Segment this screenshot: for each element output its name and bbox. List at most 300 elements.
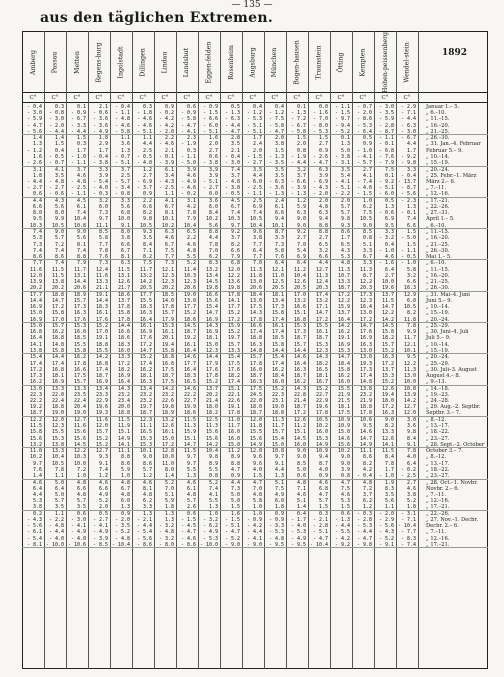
table-cell: 16.2	[139, 366, 152, 373]
table-cell: - 6.2	[202, 523, 218, 530]
table-cell: - 0.7	[48, 160, 64, 167]
table-cell: - 8.0	[158, 541, 174, 548]
table-cell: 15.4	[271, 354, 284, 361]
table-cell: 14.9	[315, 441, 328, 448]
table-cell: - 4.8	[48, 178, 64, 185]
table-cell: 18.4	[337, 360, 350, 367]
table-cell: 16.1	[161, 429, 174, 436]
table-cell: 10.4	[73, 216, 86, 223]
table-cell: 12.3	[161, 279, 174, 286]
table-cell: 0.3	[186, 147, 196, 154]
table-cell: 7.3	[164, 260, 174, 267]
table-cell: 18.1	[337, 404, 350, 411]
table-cell: 14.5	[73, 441, 86, 448]
table-cell: 15.7	[271, 429, 284, 436]
table-cell: - 1.5	[202, 110, 218, 117]
table-cell: 7.3	[98, 210, 108, 217]
table-cell: - 3.2	[378, 235, 394, 242]
table-cell: 0.6	[76, 510, 86, 517]
table-cell: 4.8	[120, 491, 130, 498]
table-cell: 11.3	[183, 423, 196, 430]
table-cell: - 5.1	[114, 160, 130, 167]
table-cell: - 5.1	[246, 128, 262, 135]
table-cell: 8.5	[296, 460, 306, 467]
table-cell: 17.8	[117, 304, 130, 311]
date-range-label: „ 6.–10.	[426, 222, 447, 229]
table-cell: 1.8	[274, 504, 284, 511]
date-range-label: „ 6.–10.	[426, 110, 447, 117]
table-cell: - 8.1	[26, 541, 42, 548]
table-cell: 11.1	[95, 222, 108, 229]
table-cell: 18.7	[249, 372, 262, 379]
table-cell: 3.0	[406, 416, 416, 423]
table-cell: 8.6	[120, 460, 130, 467]
table-row	[22, 191, 488, 197]
table-cell: 8.5	[362, 229, 372, 236]
column-header	[176, 34, 198, 90]
table-cell: 18.1	[315, 372, 328, 379]
date-range-label: „ 23.–27.	[426, 473, 450, 480]
table-cell: 17.5	[161, 379, 174, 386]
table-cell: 8.5	[98, 229, 108, 236]
table-cell: 5.7	[340, 210, 350, 217]
table-cell: 22.3	[271, 391, 284, 398]
table-cell: 11.6	[95, 416, 108, 423]
table-cell: 6.8	[120, 210, 130, 217]
table-cell: 2.0	[252, 147, 262, 154]
table-cell: 18.5	[271, 335, 284, 342]
table-cell: - 4.8	[224, 178, 240, 185]
table-cell: - 1.3	[290, 110, 306, 117]
table-cell: 18.7	[293, 335, 306, 342]
date-range-label: „ 27.–31.	[426, 210, 450, 217]
table-cell: 9.0	[362, 222, 372, 229]
table-cell: 6.7	[164, 241, 174, 248]
column-header	[374, 31, 396, 93]
table-cell: 5.0	[296, 466, 306, 473]
table-cell: 16.4	[29, 335, 42, 342]
table-cell: - 5.6	[26, 128, 42, 135]
table-cell: 9.2	[230, 229, 240, 236]
table-cell: 24.5	[249, 391, 262, 398]
table-cell: 10.8	[403, 385, 416, 392]
table-cell: 7.8	[384, 460, 394, 467]
table-cell: 8.6	[362, 454, 372, 461]
table-cell: 13.9	[403, 391, 416, 398]
table-cell: - 0.9	[268, 517, 284, 524]
table-cell: 8.4	[208, 210, 218, 217]
date-range-label: „ 12.–16.	[426, 191, 450, 198]
date-range-label: „ 28. Oct.–1. Novbr.	[426, 479, 478, 486]
table-cell: - 0.4	[26, 104, 42, 110]
table-cell: 17.8	[227, 410, 240, 417]
table-cell: - 4.4	[48, 128, 64, 135]
table-cell: 4.0	[318, 466, 328, 473]
table-cell: 6.4	[296, 260, 306, 267]
table-cell: 2.1	[230, 147, 240, 154]
unit-label: C°	[359, 95, 367, 101]
table-cell: - 0.9	[180, 110, 196, 117]
table-cell: 14.2	[139, 279, 152, 286]
table-cell: 10.0	[381, 279, 394, 286]
table-cell: 16.8	[95, 360, 108, 367]
table-cell: 9.8	[208, 454, 218, 461]
date-range-label: „ 16.–20.	[426, 272, 450, 279]
date-range-label: „ 17.–21.	[426, 541, 450, 548]
table-cell: 11.5	[381, 297, 394, 304]
table-cell: 0.0	[208, 191, 218, 198]
table-cell: 10.3	[29, 222, 42, 229]
table-cell: 12.2	[403, 360, 416, 367]
table-cell: 5.7	[186, 498, 196, 505]
table-cell: 15.3	[73, 323, 86, 330]
table-cell: 9.1	[406, 441, 416, 448]
table-cell: 14.4	[51, 354, 64, 361]
table-cell: 22.2	[29, 398, 42, 405]
table-cell: - 3.0	[70, 517, 86, 524]
table-cell: 19.1	[95, 291, 108, 298]
table-cell: - 2.7	[26, 185, 42, 192]
table-cell: 14.1	[381, 441, 394, 448]
table-cell: - 1.1	[70, 191, 86, 198]
table-cell: 18.2	[381, 335, 394, 342]
table-cell: 4.9	[274, 491, 284, 498]
table-cell: - 6.8	[378, 147, 394, 154]
table-cell: 13.7	[381, 366, 394, 373]
table-cell: 7.2	[76, 466, 86, 473]
table-cell: 20.5	[293, 285, 306, 292]
table-cell: 20.1	[161, 335, 174, 342]
table-cell: - 4.9	[180, 178, 196, 185]
table-cell: 20.5	[139, 285, 152, 292]
table-cell: 1.7	[340, 235, 350, 242]
row-group	[22, 229, 488, 260]
table-cell: 9.0	[296, 454, 306, 461]
table-cell: 11.4	[183, 266, 196, 273]
column-header	[220, 34, 242, 90]
table-cell: - 4.1	[334, 178, 350, 185]
table-cell: 12.3	[161, 272, 174, 279]
table-cell: 15.1	[293, 429, 306, 436]
row-group	[22, 386, 488, 417]
table-cell: - 7.1	[400, 110, 416, 117]
table-cell: 5.6	[120, 204, 130, 211]
table-cell: 15.8	[271, 341, 284, 348]
table-cell: - 2.0	[312, 191, 328, 198]
table-cell: 22.7	[315, 391, 328, 398]
table-cell: - 0.3	[356, 510, 372, 517]
table-cell: 16.7	[315, 379, 328, 386]
table-cell: - 8.7	[400, 185, 416, 192]
table-cell: 3.3	[362, 247, 372, 254]
table-cell: 7.6	[32, 466, 42, 473]
table-cell: 1.2	[296, 197, 306, 204]
table-cell: 16.6	[73, 366, 86, 373]
table-cell: 16.4	[183, 366, 196, 373]
table-cell: 2.5	[120, 172, 130, 179]
table-cell: 6.4	[274, 260, 284, 267]
table-cell: - 5.1	[202, 128, 218, 135]
table-cell: 3.9	[98, 172, 108, 179]
table-cell: 4.8	[296, 479, 306, 486]
table-cell: 19.2	[29, 404, 42, 411]
table-cell: 16.1	[161, 329, 174, 336]
table-cell: 14.6	[183, 354, 196, 361]
table-cell: 12.2	[337, 297, 350, 304]
table-cell: - 5.9	[26, 116, 42, 123]
table-cell: 4.4	[318, 260, 328, 267]
table-cell: - 5.8	[290, 128, 306, 135]
table-cell: 1.5	[274, 147, 284, 154]
table-cell: 16.0	[227, 435, 240, 442]
table-cell: 5.2	[208, 479, 218, 486]
table-cell: - 1.6	[378, 260, 394, 267]
table-cell: 1.0	[208, 510, 218, 517]
table-cell: 12.4	[315, 279, 328, 286]
table-cell: - 3.0	[378, 104, 394, 110]
table-cell: 22.1	[227, 391, 240, 398]
table-cell: 1.8	[32, 172, 42, 179]
table-cell: - 4.7	[312, 160, 328, 167]
table-cell: - 8.0	[312, 122, 328, 129]
table-cell: 2.4	[252, 141, 262, 148]
table-cell: 0.6	[186, 510, 196, 517]
table-cell: 10.9	[337, 416, 350, 423]
row-group	[22, 354, 488, 385]
table-cell: 20.2	[161, 285, 174, 292]
date-range-label: „ 11.–15.	[426, 116, 450, 123]
table-cell: - 4.6	[136, 116, 152, 123]
table-cell: 16.9	[359, 335, 372, 342]
table-cell: - 1.0	[378, 247, 394, 254]
table-cell: - 0.4	[400, 172, 416, 179]
table-cell: 3.3	[274, 235, 284, 242]
table-cell: - 1.0	[378, 473, 394, 480]
table-cell: - 6.6	[202, 116, 218, 123]
table-cell: 3.8	[120, 235, 130, 242]
table-cell: 14.2	[95, 354, 108, 361]
table-cell: 17.6	[73, 316, 86, 323]
table-cell: - 6.1	[26, 529, 42, 536]
table-cell: - 7.4	[400, 541, 416, 548]
date-range-label: Juni 5.– 9.	[426, 297, 453, 304]
table-cell: 4.6	[318, 479, 328, 486]
date-range-label: „ 11.–15.	[426, 266, 450, 273]
table-cell: 5.1	[274, 479, 284, 486]
table-cell: 13.0	[249, 297, 262, 304]
table-cell: - 7.7	[400, 529, 416, 536]
table-cell: 1.5	[406, 241, 416, 248]
table-cell: 12.6	[161, 423, 174, 430]
table-cell: - 5.2	[224, 535, 240, 542]
table-cell: 5.6	[208, 222, 218, 229]
table-cell: 14.2	[403, 398, 416, 405]
table-cell: 17.7	[183, 360, 196, 367]
table-cell: 7.8	[54, 466, 64, 473]
column-header-label: Regens-burg	[95, 41, 103, 83]
table-cell: - 3.2	[202, 517, 218, 524]
table-cell: 15.1	[183, 435, 196, 442]
table-row	[22, 410, 488, 416]
table-cell: 13.1	[73, 272, 86, 279]
table-cell: 15.2	[227, 310, 240, 317]
column-header	[44, 34, 66, 90]
table-cell: 8.8	[318, 229, 328, 236]
table-cell: 16.1	[183, 341, 196, 348]
table-cell: - 4.4	[356, 529, 372, 536]
table-cell: - 5.1	[246, 122, 262, 129]
table-cell: 15.7	[95, 429, 108, 436]
table-cell: 9.0	[296, 222, 306, 229]
date-range-label: „ 13.–17.	[426, 460, 450, 467]
table-cell: 22.7	[183, 398, 196, 405]
table-cell: 17.2	[359, 316, 372, 323]
table-cell: 18.4	[271, 372, 284, 379]
column-header	[264, 34, 286, 90]
table-cell: 9.0	[340, 460, 350, 467]
table-cell: - 3.3	[268, 523, 284, 530]
table-cell: 17.5	[249, 385, 262, 392]
date-range-label: „ 21.–25.	[426, 128, 450, 135]
table-cell: 0.1	[76, 104, 86, 110]
table-cell: 18.3	[117, 341, 130, 348]
column-header-label: Lindau	[161, 51, 169, 73]
table-cell: 10.9	[337, 423, 350, 430]
table-cell: - 2.5	[400, 473, 416, 480]
table-cell: 0.9	[318, 473, 328, 480]
table-cell: 3.1	[32, 166, 42, 173]
table-cell: - 2.5	[70, 185, 86, 192]
table-cell: 16.0	[227, 429, 240, 436]
table-cell: - 3.5	[378, 110, 394, 117]
table-cell: - 5.4	[92, 178, 108, 185]
table-cell: 1.5	[230, 504, 240, 511]
table-cell: 14.7	[183, 441, 196, 448]
unit-label: C°	[381, 95, 389, 101]
table-cell: 15.5	[73, 341, 86, 348]
table-cell: - 4.4	[290, 160, 306, 167]
table-cell: 2.1	[164, 147, 174, 154]
table-cell: 15.7	[249, 354, 262, 361]
table-cell: 9.8	[142, 216, 152, 223]
table-cell: - 2.9	[378, 517, 394, 524]
table-cell: 1.2	[142, 166, 152, 173]
table-cell: 3.5	[252, 166, 262, 173]
table-cell: 4.1	[54, 166, 64, 173]
date-range-label: „ 25. Febr.–1. März	[426, 172, 477, 179]
table-cell: 11.6	[73, 423, 86, 430]
table-cell: 5.7	[340, 204, 350, 211]
table-cell: 12.5	[271, 279, 284, 286]
table-cell: - 3.8	[334, 153, 350, 160]
page-number: — 135 —	[231, 0, 273, 10]
table-cell: 14.4	[73, 279, 86, 286]
table-cell: 17.8	[161, 304, 174, 311]
table-cell: - 5.3	[312, 128, 328, 135]
table-cell: 2.5	[142, 147, 152, 154]
table-cell: 7.8	[98, 247, 108, 254]
table-cell: 16.3	[139, 310, 152, 317]
table-cell: - 4.1	[70, 523, 86, 530]
table-cell: - 2.6	[26, 160, 42, 167]
table-cell: 18.6	[183, 410, 196, 417]
table-cell: - 8.6	[136, 541, 152, 548]
date-range-label: „ 25.–29.	[426, 323, 450, 330]
table-cell: 1.3	[274, 473, 284, 480]
table-cell: 15.5	[337, 385, 350, 392]
table-cell: 0.3	[76, 141, 86, 148]
table-cell: - 1.1	[180, 153, 196, 160]
table-cell: - 4.9	[70, 529, 86, 536]
table-cell: 22.0	[249, 398, 262, 405]
table-cell: 0.4	[252, 104, 262, 110]
table-cell: 18.7	[95, 372, 108, 379]
table-row	[22, 223, 488, 229]
table-cell: 17.2	[381, 404, 394, 411]
table-cell: 8.2	[142, 253, 152, 260]
table-cell: 1.1	[384, 504, 394, 511]
table-cell: - 6.7	[70, 116, 86, 123]
table-cell: 6.3	[318, 166, 328, 173]
table-cell: 9.1	[120, 222, 130, 229]
table-cell: 8.2	[406, 310, 416, 317]
table-cell: 9.5	[32, 216, 42, 223]
table-cell: - 4.8	[114, 116, 130, 123]
table-cell: 16.3	[359, 341, 372, 348]
table-cell: 11.5	[117, 416, 130, 423]
table-cell: 13.3	[73, 385, 86, 392]
table-cell: 0.9	[230, 473, 240, 480]
table-cell: - 4.6	[180, 535, 196, 542]
table-cell: 4.7	[252, 479, 262, 486]
table-cell: 15.0	[337, 429, 350, 436]
table-cell: 4.0	[406, 454, 416, 461]
table-cell: - 5.3	[290, 529, 306, 536]
date-range-label: „ 17.–21.	[426, 197, 450, 204]
table-cell: 15.7	[73, 297, 86, 304]
table-cell: - 8.5	[92, 541, 108, 548]
table-cell: 18.2	[205, 410, 218, 417]
table-cell: 13.0	[403, 372, 416, 379]
date-range-label: „ 23.–27.	[426, 435, 450, 442]
table-cell: - 4.6	[180, 185, 196, 192]
table-cell: - 1.5	[334, 110, 350, 117]
table-cell: 17.4	[227, 379, 240, 386]
table-cell: 16.8	[293, 316, 306, 323]
table-cell: 12.1	[161, 266, 174, 273]
table-cell: 4.3	[54, 197, 64, 204]
table-cell: - 2.3	[400, 197, 416, 204]
table-cell: 7.3	[32, 241, 42, 248]
table-cell: - 5.7	[114, 178, 130, 185]
table-cell: - 4.8	[114, 535, 130, 542]
table-cell: 7.4	[76, 247, 86, 254]
table-cell: 6.7	[120, 247, 130, 254]
table-cell: 11.7	[73, 266, 86, 273]
table-cell: - 3.2	[158, 523, 174, 530]
table-cell: 14.4	[117, 323, 130, 330]
table-cell: 4.0	[252, 466, 262, 473]
table-cell: 15.5	[315, 323, 328, 330]
table-cell: - 4.7	[224, 529, 240, 536]
table-cell: 4.7	[318, 491, 328, 498]
table-cell: 3.9	[340, 466, 350, 473]
table-cell: 15.2	[95, 435, 108, 442]
table-cell: 15.0	[227, 441, 240, 448]
table-cell: 13.3	[51, 385, 64, 392]
table-cell: - 0.5	[224, 191, 240, 198]
table-cell: 3.6	[120, 141, 130, 148]
